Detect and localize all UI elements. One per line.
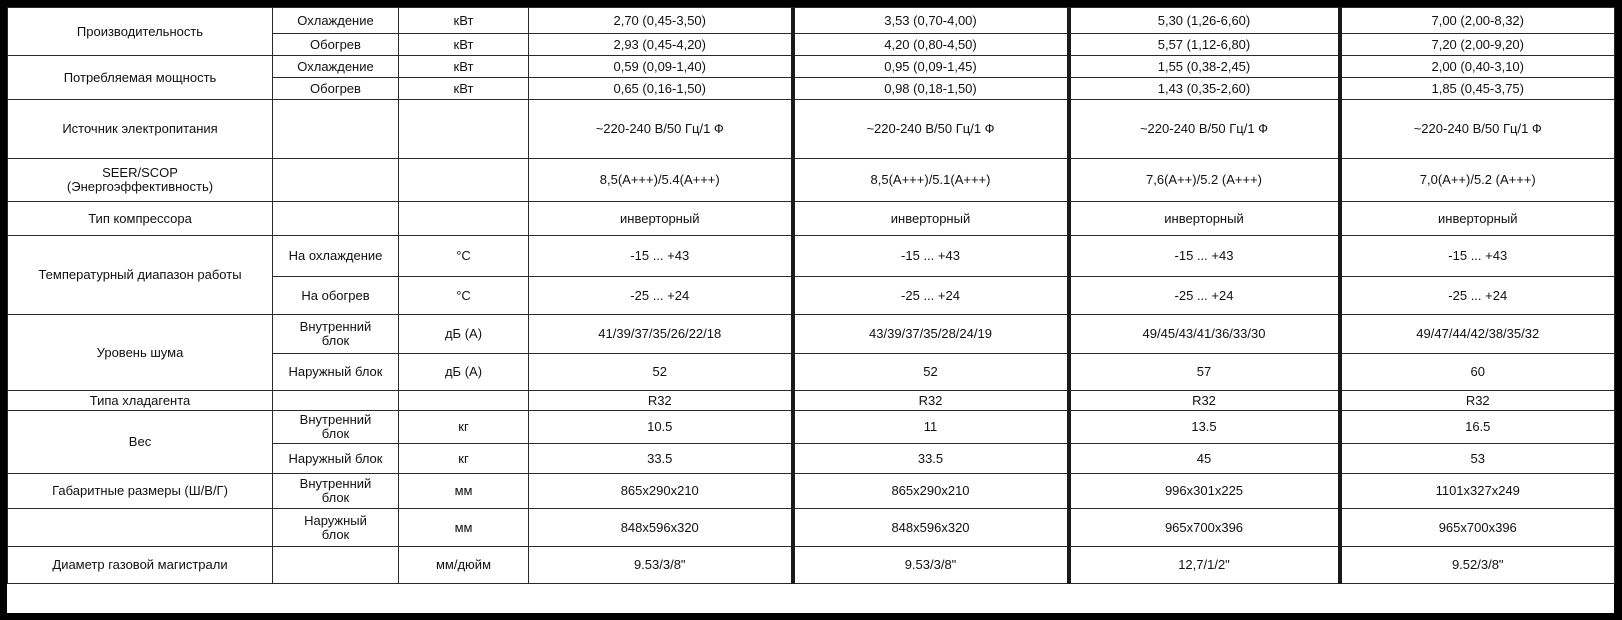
value-cell: 865x290x210 [529, 474, 793, 509]
table-row [8, 411, 1615, 444]
row-sublabel: Охлаждение [273, 8, 399, 34]
value-cell: 7,0(А++)/5.2 (А+++) [1340, 159, 1615, 202]
value-cell: 1101x327x249 [1340, 474, 1615, 509]
row-label: Типа хладагента [8, 391, 273, 411]
row-label: Потребляемая мощность [8, 56, 273, 100]
row-label: Температурный диапазон работы [8, 236, 273, 315]
value-cell: 7,20 (2,00-9,20) [1340, 34, 1615, 56]
value-cell: 1,85 (0,45-3,75) [1340, 78, 1615, 100]
value-cell: 2,70 (0,45-3,50) [529, 8, 793, 34]
row-sublabel [273, 100, 399, 159]
spec-table-frame [7, 7, 1614, 613]
value-cell: ~220-240 В/50 Гц/1 Ф [793, 100, 1069, 159]
value-cell: 53 [1340, 444, 1615, 474]
row-unit: мм/дюйм [399, 547, 529, 584]
spec-table [7, 7, 1615, 584]
row-sublabel: Внутренний блок [273, 411, 399, 444]
value-cell: R32 [793, 391, 1069, 411]
value-cell: 52 [529, 354, 793, 391]
row-sublabel: Наружный блок [273, 354, 399, 391]
row-unit: кВт [399, 56, 529, 78]
row-sublabel: Внутренний блок [273, 474, 399, 509]
value-cell: 848x596x320 [793, 509, 1069, 547]
row-sublabel [273, 547, 399, 584]
value-cell: 5,30 (1,26-6,60) [1069, 8, 1340, 34]
value-cell: 965x700x396 [1069, 509, 1340, 547]
value-cell: 60 [1340, 354, 1615, 391]
row-label: Вес [8, 411, 273, 474]
value-cell: инверторный [529, 202, 793, 236]
value-cell: 45 [1069, 444, 1340, 474]
row-sublabel: Наружный блок [273, 444, 399, 474]
value-cell: 41/39/37/35/26/22/18 [529, 315, 793, 354]
row-sublabel: Внутренний блок [273, 315, 399, 354]
value-cell: 1,55 (0,38-2,45) [1069, 56, 1340, 78]
row-sublabel: Наружный блок [273, 509, 399, 547]
value-cell: -25 ... +24 [529, 277, 793, 315]
value-cell: 965x700x396 [1340, 509, 1615, 547]
value-cell: 57 [1069, 354, 1340, 391]
table-row [8, 236, 1615, 277]
value-cell: 8,5(А+++)/5.1(А+++) [793, 159, 1069, 202]
value-cell: 2,00 (0,40-3,10) [1340, 56, 1615, 78]
value-cell: 5,57 (1,12-6,80) [1069, 34, 1340, 56]
value-cell: 0,59 (0,09-1,40) [529, 56, 793, 78]
value-cell: 4,20 (0,80-4,50) [793, 34, 1069, 56]
value-cell: инверторный [1340, 202, 1615, 236]
row-unit: дБ (А) [399, 354, 529, 391]
row-unit [399, 202, 529, 236]
value-cell: инверторный [1069, 202, 1340, 236]
row-unit [399, 100, 529, 159]
value-cell: ~220-240 В/50 Гц/1 Ф [1340, 100, 1615, 159]
row-unit: кг [399, 411, 529, 444]
row-sublabel: Обогрев [273, 34, 399, 56]
value-cell: -25 ... +24 [793, 277, 1069, 315]
row-unit: мм [399, 509, 529, 547]
value-cell: 49/45/43/41/36/33/30 [1069, 315, 1340, 354]
row-label: Диаметр газовой магистрали [8, 547, 273, 584]
row-label: Уровень шума [8, 315, 273, 391]
value-cell: 9.52/3/8" [1340, 547, 1615, 584]
row-label: Тип компрессора [8, 202, 273, 236]
value-cell: 8,5(А+++)/5.4(А+++) [529, 159, 793, 202]
row-label: Габаритные размеры (Ш/В/Г) [8, 474, 273, 509]
value-cell: 996x301x225 [1069, 474, 1340, 509]
table-row [8, 547, 1615, 584]
row-sublabel: Охлаждение [273, 56, 399, 78]
value-cell: 848x596x320 [529, 509, 793, 547]
value-cell: 0,95 (0,09-1,45) [793, 56, 1069, 78]
value-cell: R32 [529, 391, 793, 411]
row-label: Источник электропитания [8, 100, 273, 159]
table-row [8, 315, 1615, 354]
value-cell: инверторный [793, 202, 1069, 236]
table-row [8, 159, 1615, 202]
row-unit [399, 159, 529, 202]
row-label: Производительность [8, 8, 273, 56]
value-cell: 9.53/3/8" [529, 547, 793, 584]
row-unit: мм [399, 474, 529, 509]
value-cell: 865x290x210 [793, 474, 1069, 509]
value-cell: 11 [793, 411, 1069, 444]
value-cell: -25 ... +24 [1340, 277, 1615, 315]
table-row [8, 100, 1615, 159]
value-cell: -25 ... +24 [1069, 277, 1340, 315]
value-cell: -15 ... +43 [529, 236, 793, 277]
value-cell: R32 [1069, 391, 1340, 411]
row-unit: кВт [399, 34, 529, 56]
row-sublabel [273, 202, 399, 236]
row-unit [399, 391, 529, 411]
row-unit: кВт [399, 78, 529, 100]
row-sublabel [273, 391, 399, 411]
value-cell: -15 ... +43 [1069, 236, 1340, 277]
table-row [8, 8, 1615, 34]
row-sublabel: Обогрев [273, 78, 399, 100]
row-sublabel [273, 159, 399, 202]
value-cell: 0,65 (0,16-1,50) [529, 78, 793, 100]
value-cell: 3,53 (0,70-4,00) [793, 8, 1069, 34]
row-unit: °C [399, 277, 529, 315]
row-label [8, 509, 273, 547]
value-cell: 33.5 [529, 444, 793, 474]
value-cell: -15 ... +43 [1340, 236, 1615, 277]
row-sublabel: На обогрев [273, 277, 399, 315]
value-cell: 1,43 (0,35-2,60) [1069, 78, 1340, 100]
value-cell: 13.5 [1069, 411, 1340, 444]
value-cell: R32 [1340, 391, 1615, 411]
value-cell: 7,00 (2,00-8,32) [1340, 8, 1615, 34]
table-row [8, 474, 1615, 509]
value-cell: 9.53/3/8" [793, 547, 1069, 584]
value-cell: ~220-240 В/50 Гц/1 Ф [529, 100, 793, 159]
value-cell: ~220-240 В/50 Гц/1 Ф [1069, 100, 1340, 159]
value-cell: 52 [793, 354, 1069, 391]
table-row [8, 391, 1615, 411]
row-unit: °C [399, 236, 529, 277]
value-cell: 43/39/37/35/28/24/19 [793, 315, 1069, 354]
value-cell: 2,93 (0,45-4,20) [529, 34, 793, 56]
value-cell: 12,7/1/2" [1069, 547, 1340, 584]
value-cell: 10.5 [529, 411, 793, 444]
value-cell: 33.5 [793, 444, 1069, 474]
row-unit: кВт [399, 8, 529, 34]
table-row [8, 202, 1615, 236]
row-sublabel: На охлаждение [273, 236, 399, 277]
value-cell: 16.5 [1340, 411, 1615, 444]
row-unit: дБ (А) [399, 315, 529, 354]
row-unit: кг [399, 444, 529, 474]
value-cell: -15 ... +43 [793, 236, 1069, 277]
value-cell: 0,98 (0,18-1,50) [793, 78, 1069, 100]
value-cell: 7,6(А++)/5.2 (А+++) [1069, 159, 1340, 202]
table-row [8, 509, 1615, 547]
table-row [8, 56, 1615, 78]
row-label: SEER/SCOP (Энергоэффективность) [8, 159, 273, 202]
value-cell: 49/47/44/42/38/35/32 [1340, 315, 1615, 354]
